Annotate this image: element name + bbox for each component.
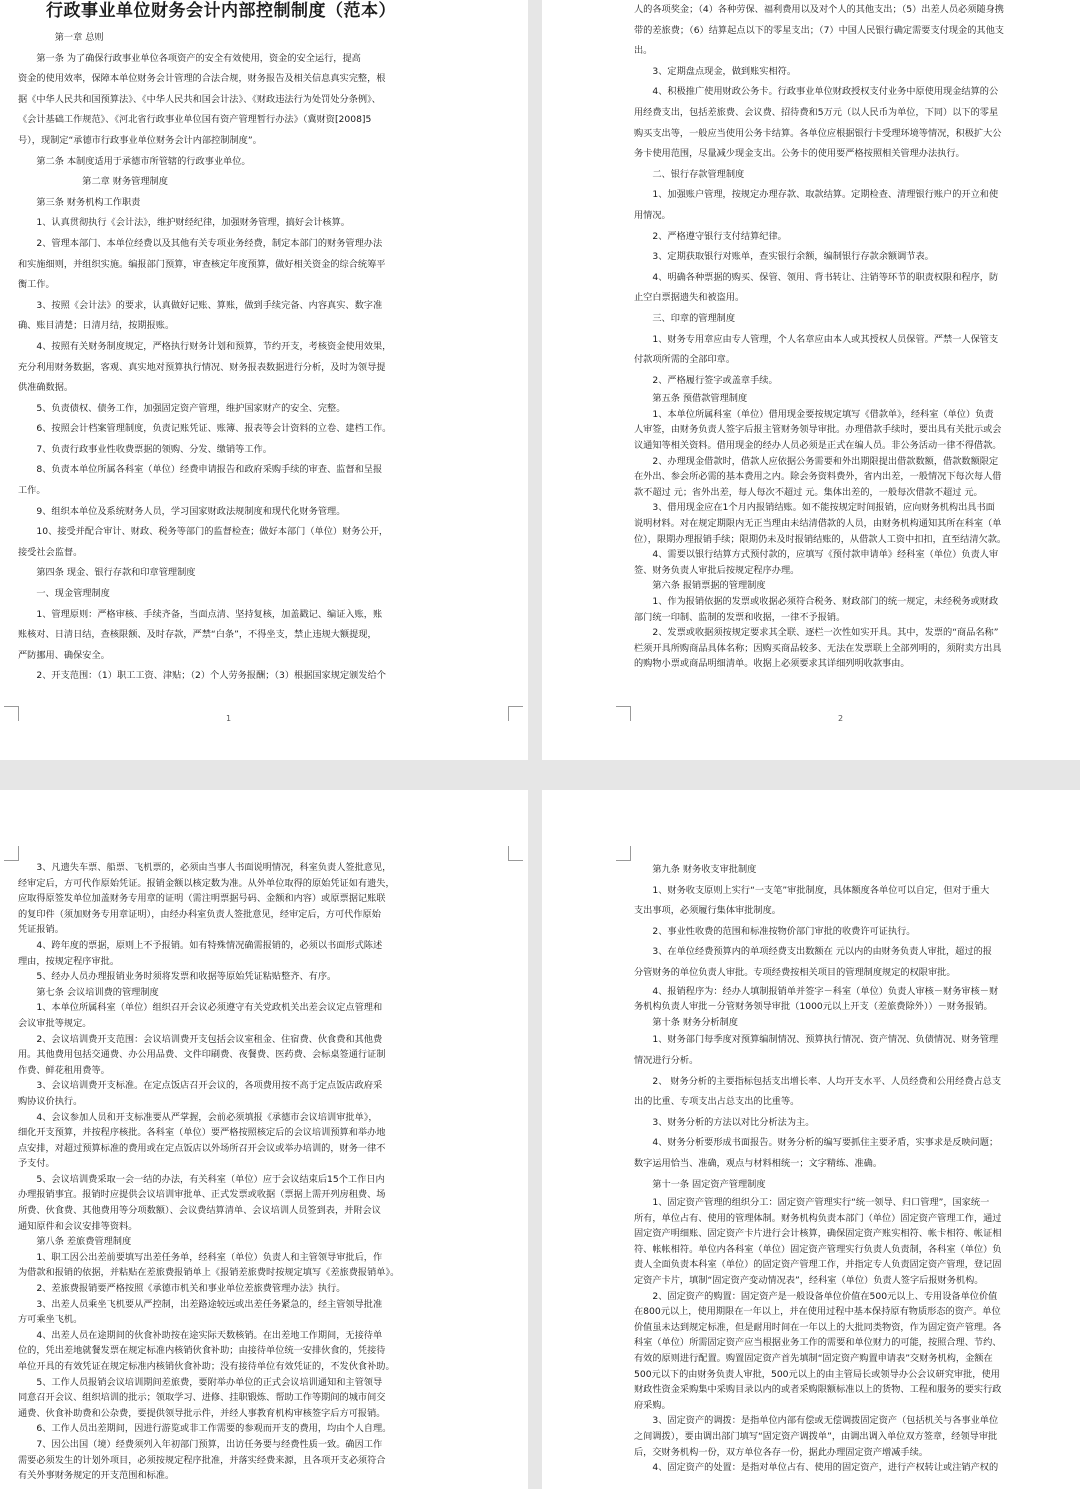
text-line: 第七条 会议培训费的管理制度: [18, 986, 159, 998]
text-line: 7、负责行政事业性收费票据的领购、分发、缴销等工作。: [18, 443, 272, 455]
text-line: 《会计基础工作规范》、《河北省行政事业单位国有资产管理暂行办法》（冀财资[2008]5: [18, 114, 372, 126]
page-corner-mark: [4, 846, 19, 861]
text-line: 3、财务分析的方法以对比分析法为主。: [634, 1116, 815, 1128]
page-corner-mark: [508, 706, 523, 721]
text-line: 的购物小票或商品明细清单。收据上必须要求其详细列明收款事由。: [634, 658, 910, 670]
page-corner-mark: [508, 846, 523, 861]
text-line: 栏须开具所购商品具体名称；因购买商品较多、无法在发票联上全部列明的，须附卖方出具: [634, 642, 1002, 654]
text-line: 资金的使用效率，保障本单位财务会计管理的合法合规，财务报告及相关信息真实完整，根: [18, 73, 386, 85]
page-number: 2: [838, 714, 844, 723]
document-page-3: [0, 790, 528, 1489]
text-line: 款不超过 元；省外出差，每人每次不超过 元。集体出差的，一般每次借款不超过 元。: [634, 486, 983, 498]
text-line: 1、财务专用章应由专人管理，个人名章应由本人或其授权人员保管。严禁一人保管支: [634, 333, 999, 345]
text-line: 接受社会监督。: [18, 546, 83, 558]
text-line: 4、积极推广使用财政公务卡。行政事业单位财政授权支付业务中原使用现金结算的公: [634, 86, 999, 98]
text-line: 3、定期获取银行对账单，查实银行余额，编制银行存款余额调节表。: [634, 251, 934, 263]
text-line: 1、本单位所属科室（单位）借用现金要按规定填写《借款单》，经科室（单位）负责: [634, 408, 994, 420]
text-line: 5、经办人员办理报销业务时须将发票和收据等原始凭证粘贴整齐、有序。: [18, 971, 337, 983]
text-line: 3、借用现金应在1个月内报销结账。如不能按规定时间报销，应向财务机构出具书面: [634, 502, 995, 514]
text-line: 3、会议培训费开支标准。在定点饭店召开会议的，各项费用按不高于定点饭店政府采: [18, 1080, 383, 1092]
text-line: 通知原件和会议安排等资料。: [18, 1220, 138, 1232]
document-page-2: [542, 0, 1080, 760]
text-line: 500元以下的由财务负责人审批，500元以上的由主管局长或领导办公会议研究审批，使用: [634, 1368, 1000, 1380]
text-line: 1、加强账户管理，按规定办理存款、取款结算。定期检查、清理银行账户的开立和使: [634, 189, 999, 201]
text-line: 5、工作人员报销会议培训期间差旅费，要附举办单位的正式会议培训通知和主管领导: [18, 1376, 383, 1388]
text-line: 有关外事财务规定的开支范围和标准。: [18, 1470, 175, 1482]
text-line: 号），现制定“承德市行政事业单位财务会计内部控制制度”。: [18, 134, 262, 146]
text-line: 的复印件（须加财务专用章证明），由经办科室负责人签批意见，经审定后，方可代作原始: [18, 908, 381, 920]
text-line: 一、现金管理制度: [18, 588, 110, 600]
page-2-body: [634, 0, 1056, 391]
text-line: 6、工作人员出差期间，因进行游览或非工作需要的参观而开支的费用，均由个人自理。: [18, 1423, 392, 1435]
text-line: 后，交财务机构一份，双方单位各存一份，据此办理固定资产增减手续。: [634, 1446, 928, 1458]
text-line: 5、会议培训费采取一会一结的办法，有关科室（单位）应于会议结束后15个工作日内: [18, 1173, 385, 1185]
text-line: 3、凡遗失车票、船票、飞机票的，必须由当事人书面说明情况，科室负责人签批意见，: [18, 862, 392, 873]
text-line: 所有，单位占有、使用的管理体制。财务机构负责本部门（单位）固定资产管理工作，通过: [634, 1212, 1002, 1224]
page-corner-mark: [616, 706, 631, 721]
text-line: 作费、鲜花租用费等。: [18, 1064, 110, 1076]
text-line: 购协议价执行。: [18, 1095, 83, 1107]
text-line: 1、财务收支原则上实行“一支笔”审批制度，具体额度各单位可以自定，但对于重大: [634, 884, 990, 896]
text-line: 和实施细则，并组织实施。编报部门预算，审查核定年度预算，做好相关资金的综合统筹平: [18, 258, 386, 270]
text-line: 2、固定资产的购置：固定资产是一般设备单位价值在500元以上、专用设备单位价值: [634, 1290, 998, 1302]
text-line: 理由，按规定程序审批。: [18, 955, 120, 967]
text-line: 账核对、日清日结，查核限额、及时存款，严禁“白条”，不得坐支，禁止违规大额提现，: [18, 629, 377, 641]
text-line: 用。其他费用包括交通费、办公用品费、文件印刷费、夜餐费、医药费、会标桌签通行证制: [18, 1049, 386, 1061]
text-line: 务机构负责人审批－分管财务领导审批（1000元以上开支（差旅费除外））－财务报销。: [634, 1001, 993, 1013]
text-line: 严防挪用、确保安全。: [18, 649, 110, 661]
text-line: 务卡使用范围，尽量减少现金支出。公务卡的使用要严格按照相关管理办法执行。: [634, 148, 965, 160]
text-line: 所费、伙食费、其他费用等分项数额）、会议费结算清单、会议培训人员签到表，并附会议: [18, 1205, 381, 1217]
text-line: 符、帐帐相符。单位内各科室（单位）固定资产管理实行负责人负责制，各科室（单位）负: [634, 1243, 1002, 1255]
page-4-body-dense-b: [634, 1195, 1056, 1476]
text-line: 通费、伙食补助费和公杂费，要提供领导批示件，并经人事教育机构审核签字后方可报销。: [18, 1407, 386, 1419]
text-line: 点安排，对超过预算标准的费用或在定点饭店以外场所召开会议或举办培训的，财务一律不: [18, 1142, 386, 1154]
text-line: 4、按照有关财务制度规定，严格执行财务计划和预算，节约开支，考核资金使用效果，: [18, 340, 392, 352]
text-line: 4、固定资产的处置：是指对单位占有、使用的固定资产，进行产权转让或注销产权的: [634, 1462, 999, 1474]
text-line: 2、严格履行签字或盖章手续。: [634, 374, 778, 386]
text-line: 位），限期办理报销手续；限期仍未及时报销结账的，从借款人工资中扣扣，直至结清欠款。: [634, 533, 1007, 545]
text-line: 凭证报销。: [18, 924, 64, 936]
page-4-body-b: [634, 1030, 1056, 1195]
text-line: 部门统一印制、监制的发票和收据，一律不予报销。: [634, 611, 846, 623]
text-line: 带的差旅费；（6）结算起点以下的零星支出；（7）中国人民银行确定需要支付现金的其他支: [634, 24, 1004, 36]
text-line: 第六条 报销票据的管理制度: [634, 580, 766, 592]
text-line: 第十一条 固定资产管理制度: [634, 1178, 766, 1190]
text-line: 1、作为报销依据的发票或收据必须符合税务、财政部门的统一规定，未经税务或财政: [634, 596, 999, 607]
text-line: 1、财务部门每季度对预算编制情况、预算执行情况、资产情况、负债情况、财务管理: [634, 1034, 999, 1046]
text-line: 在800元以上，使用期限在一年以上，并在使用过程中基本保持原有物质形态的资产。单位: [634, 1306, 1001, 1318]
text-line: 4、报销程序为：经办人填制报销单并签字－科室（单位）负责人审核－财务审核－财: [634, 985, 999, 997]
document-page-1: [0, 0, 528, 760]
text-line: 4、财务分析要形成书面报告。财务分析的编写要抓住主要矛盾，实事求是反映问题；: [634, 1137, 999, 1149]
text-line: 2、办理现金借款时，借款人应依据公务需要和外出期限提出借款数额，借款数额限定: [634, 455, 999, 467]
page-corner-mark: [616, 846, 631, 861]
text-line: 第二条 本制度适用于承德市所管辖的行政事业单位。: [18, 155, 251, 167]
text-line: 出。: [634, 45, 653, 57]
text-line: 财政性资金采购集中采购目录以内的或者采购限额标准以上的货物、工程和服务的要实行政: [634, 1384, 1002, 1396]
text-line: 经审定后，方可代作原始凭证。报销金额以核定数为准。从外单位取得的原始凭证如有遗失，: [18, 877, 395, 889]
text-line: 情况进行分析。: [634, 1054, 699, 1066]
text-line: 4、会议参加人员和开支标准要从严掌握，会前必须填报《承德市会议培训审批单》，: [18, 1111, 378, 1123]
text-line: 府采购。: [634, 1399, 671, 1411]
text-line: 在外出、参会所必需的基本费用之内。除会务资料费外，省内出差，一般情况下每次每人借: [634, 471, 1002, 483]
text-line: 4、需要以银行结算方式预付款的，应填写《预付款申请单》经科室（单位）负责人审: [634, 549, 999, 561]
text-line: 8、负责本单位所属各科室（单位）经费申请报告和政府采购手续的审查、监督和呈报: [18, 464, 383, 476]
page-corner-mark: [4, 706, 19, 721]
text-line: 供准确数据。: [18, 382, 74, 394]
text-line: 购买支出等，一般应当使用公务卡结算。各单位应根据银行卡受理环境等情况，积极扩大公: [634, 127, 1002, 139]
document-page-4: [542, 790, 1080, 1489]
text-line: 方可乘坐飞机。: [18, 1314, 83, 1326]
text-line: 7、因公出国（境）经费须列入年初部门预算，出访任务要与经费性质一致。确因工作: [18, 1438, 383, 1450]
text-line: 应取得原签发单位加盖财务专用章的证明（需注明票据号码、金额和内容）或原票据记账联: [18, 893, 386, 905]
text-line: 予支付。: [18, 1158, 55, 1170]
text-line: 用情况。: [634, 209, 671, 221]
text-line: 3、定期盘点现金，做到账实相符。: [634, 65, 797, 77]
page-4-body: [634, 860, 1056, 984]
text-line: 第二章 财务管理制度: [18, 176, 168, 188]
text-line: 工作。: [18, 485, 46, 497]
text-line: 9、组织本单位及系统财务人员，学习国家财政法规制度和现代化财务管理。: [18, 505, 346, 517]
text-line: 6、按照会计档案管理制度，负责记账凭证、账簿、报表等会计资料的立卷、建档工作。: [18, 423, 392, 435]
text-line: 2、管理本部门、本单位经费以及其他有关专项业务经费，制定本部门的财务管理办法: [18, 237, 383, 249]
text-line: 2、 财务分析的主要指标包括支出增长率、人均开支水平、人员经费和公用经费占总支: [634, 1075, 1002, 1087]
text-line: 1、认真贯彻执行《会计法》，维护财经纪律，加强财务管理，搞好会计核算。: [18, 217, 350, 229]
text-line: 办理报销事宜。报销时应提供会议培训审批单、正式发票或收据（票据上需开列房租费、场: [18, 1189, 386, 1201]
text-line: 2、开支范围：（1）职工工资、津贴；（2）个人劳务报酬；（3）根据国家规定颁发给个: [18, 670, 386, 682]
text-line: 说明材料。对在规定期限内无正当理由未结清借款的人员，由财务机构通知其所在科室（单: [634, 518, 1002, 530]
text-line: 充分利用财务数据，客观、真实地对预算执行情况、财务报表数据进行分析，及时为领导提: [18, 361, 386, 373]
text-line: 4、跨年度的票据，原则上不予报销。如有特殊情况确需报销的，必须以书面形式陈述: [18, 939, 383, 951]
page-2-body-dense: [634, 391, 1056, 672]
text-line: 2、差旅费报销要严格按照《承德市机关和事业单位差旅费管理办法》执行。: [18, 1283, 346, 1295]
text-line: 同意召开会议、组织培训的批示；领取学习、进修、挂职锻炼、帮助工作等期间的城市间交: [18, 1392, 386, 1404]
text-line: 定资产卡片，填制“固定资产变动情况表”，经科室（单位）负责人签字后报财务机构。: [634, 1275, 984, 1287]
text-line: 支出事项，必须履行集体审批制度。: [634, 905, 781, 917]
text-line: 固定资产明细账、固定资产卡片进行会计核算，确保固定资产账实相符、帐卡相符、帐证相: [634, 1228, 1002, 1240]
text-line: 第五条 预借款管理制度: [634, 393, 748, 405]
text-line: 2、严格遵守银行支付结算纪律。: [634, 230, 787, 242]
text-line: 3、固定资产的调拨：是指单位内部有偿或无偿调拨固定资产（包括机关与各事业单位: [634, 1415, 999, 1427]
text-line: 4、明确各种票据的购买、保管、领用、背书转让、注销等环节的职责权限和程序，防: [634, 271, 999, 283]
text-line: 细化开支预算，并按程序核批。各科室（单位）要严格按照核定后的会议培训预算和举办地: [18, 1127, 386, 1139]
text-line: 人审签，由财务负责人签字后报主管财务领导审批。办理借款手续时，要出具有关批示或会: [634, 424, 1002, 436]
text-line: 三、印章的管理制度: [634, 312, 736, 324]
text-line: 需要必须发生的计划外项目，必须按规定程序批准，并落实经费来源，且各项开支必须符合: [18, 1454, 386, 1466]
text-line: 价值虽未达到规定标准，但是耐用时间在一年以上的大批同类物资，作为固定资产管理。各: [634, 1321, 1002, 1333]
text-line: 1、本单位所属科室（单位）组织召开会议必须遵守有关党政机关出差会议定点管理和: [18, 1002, 383, 1014]
text-line: 第八条 差旅费管理制度: [18, 1236, 132, 1248]
text-line: 分管财务的单位负责人审批。专项经费按相关项目的管理制度规定的权限审批。: [634, 966, 956, 978]
text-line: 议通知等相关资料。借用现金的经办人员必须是正式在编人员。非公务活动一律不得借款。: [634, 440, 1002, 452]
text-line: 第九条 财务收支审批制度: [634, 864, 757, 875]
text-line: 二、银行存款管理制度: [634, 168, 745, 180]
text-line: 用经费支出，包括差旅费、会议费、招待费和5万元（以人民币为单位，下同）以下的零星: [634, 106, 999, 118]
text-line: 1、职工因公出差前要填写出差任务单，经科室（单位）负责人和主管领导审批后，作: [18, 1251, 383, 1263]
text-line: 5、负责债权、债务工作，加强固定资产管理，维护国家财产的安全、完整。: [18, 402, 346, 414]
text-line: 单位开具的有效凭证在规定标准内核销伙食补助；没有接待单位有效凭证的，不发伙食补助。: [18, 1361, 395, 1372]
text-line: 第一条 为了确保行政事业单位各项资产的安全有效使用，资金的安全运行，提高: [18, 52, 361, 64]
text-line: 有效的原则进行配置。购置固定资产首先填制“固定资产购置申请表”交财务机构，金额在: [634, 1353, 993, 1365]
text-line: 第三条 财务机构工作职责: [18, 196, 141, 208]
text-line: 衡工作。: [18, 279, 55, 291]
text-line: 数字运用恰当、准确，观点与材料相统一；文字精练、准确。: [634, 1157, 883, 1169]
page-3-body: [18, 860, 504, 1484]
text-line: 2、事业性收费的范围和标准按物价部门审批的收费许可证执行。: [634, 925, 916, 937]
text-line: 2、发票或收据须按规定要求其全联、逐栏一次性如实开具。其中，发票的“商品名称”: [634, 627, 999, 639]
page-4-body-dense: [634, 984, 1056, 1031]
text-line: 为借款和报销的依据，并粘贴在差旅费报销单上《报销差旅费时按规定填写《差旅费报销单》。: [18, 1267, 400, 1279]
text-line: 第四条 现金、银行存款和印章管理制度: [18, 567, 196, 579]
page-1-body: [18, 28, 510, 687]
text-line: 4、出差人员在途期间的伙食补助按在途实际天数核销。在出差地工作期间，无接待单: [18, 1329, 383, 1341]
text-line: 3、按照《会计法》的要求，认真做好记账、算账，做到手续完备、内容真实、数字准: [18, 299, 383, 311]
text-line: 签、财务负责人审批后按规定程序办理。: [634, 564, 800, 576]
text-line: 之间调拨），要由调出部门填写“固定资产调拨单”，由调出调入单位双方签章，经领导审批: [634, 1431, 998, 1442]
page-number: 1: [226, 714, 232, 723]
text-line: 第一章 总则: [18, 32, 104, 43]
text-line: 止空白票据遗失和被盗用。: [634, 292, 745, 304]
text-line: 人的各项奖金；（4）各种劳保、福利费用以及对个人的其他支出；（5）出差人员必须随身携: [634, 4, 1004, 15]
text-line: 据《中华人民共和国预算法》、《中华人民共和国会计法》、《财政违法行为处罚处分条例》、: [18, 93, 381, 105]
text-line: 确、账目清楚；日清月结，按期报账。: [18, 320, 175, 332]
text-line: 付款项所需的全部印章。: [634, 354, 736, 366]
text-line: 1、管理原则：严格审核、手续齐备，当面点清、坚持复核，加盖戳记、编证入账，账: [18, 608, 383, 620]
text-line: 责人全面负责本科室（单位）的固定资产管理工作，并指定专人负责固定资产管理，登记固: [634, 1259, 1002, 1271]
document-title: 行政事业单位财务会计内部控制制度（范本）: [46, 1, 396, 21]
text-line: 2、会议培训费开支范围：会议培训费开支包括会议室租金、住宿费、伙食费和其他费: [18, 1033, 383, 1045]
text-line: 第十条 财务分析制度: [634, 1016, 738, 1028]
text-line: 1、固定资产管理的组织分工：固定资产管理实行“统一领导、归口管理”，国家统一: [634, 1197, 990, 1209]
text-line: 出的比重、专项支出占总支出的比重等。: [634, 1096, 800, 1108]
text-line: 位的，凭出差地就餐发票在规定标准内核销伙食补助；由接待单位统一安排伙食的，凭接待: [18, 1345, 386, 1357]
text-line: 3、在单位经费预算内的单项经费支出数额在 元以内的由财务负责人审批，超过的报: [634, 946, 992, 958]
text-line: 3、出差人员乘坐飞机要从严控制，出差路途较远或出差任务紧急的，经主管领导批准: [18, 1298, 383, 1310]
text-line: 10、接受并配合审计、财政、税务等部门的监督检查；做好本部门（单位）财务公开，: [18, 526, 389, 538]
text-line: 会议审批等规定。: [18, 1017, 92, 1029]
text-line: 科室（单位）所需固定资产应当根据业务工作的需要和单位财力的可能，按照合理、节约、: [634, 1337, 1002, 1349]
